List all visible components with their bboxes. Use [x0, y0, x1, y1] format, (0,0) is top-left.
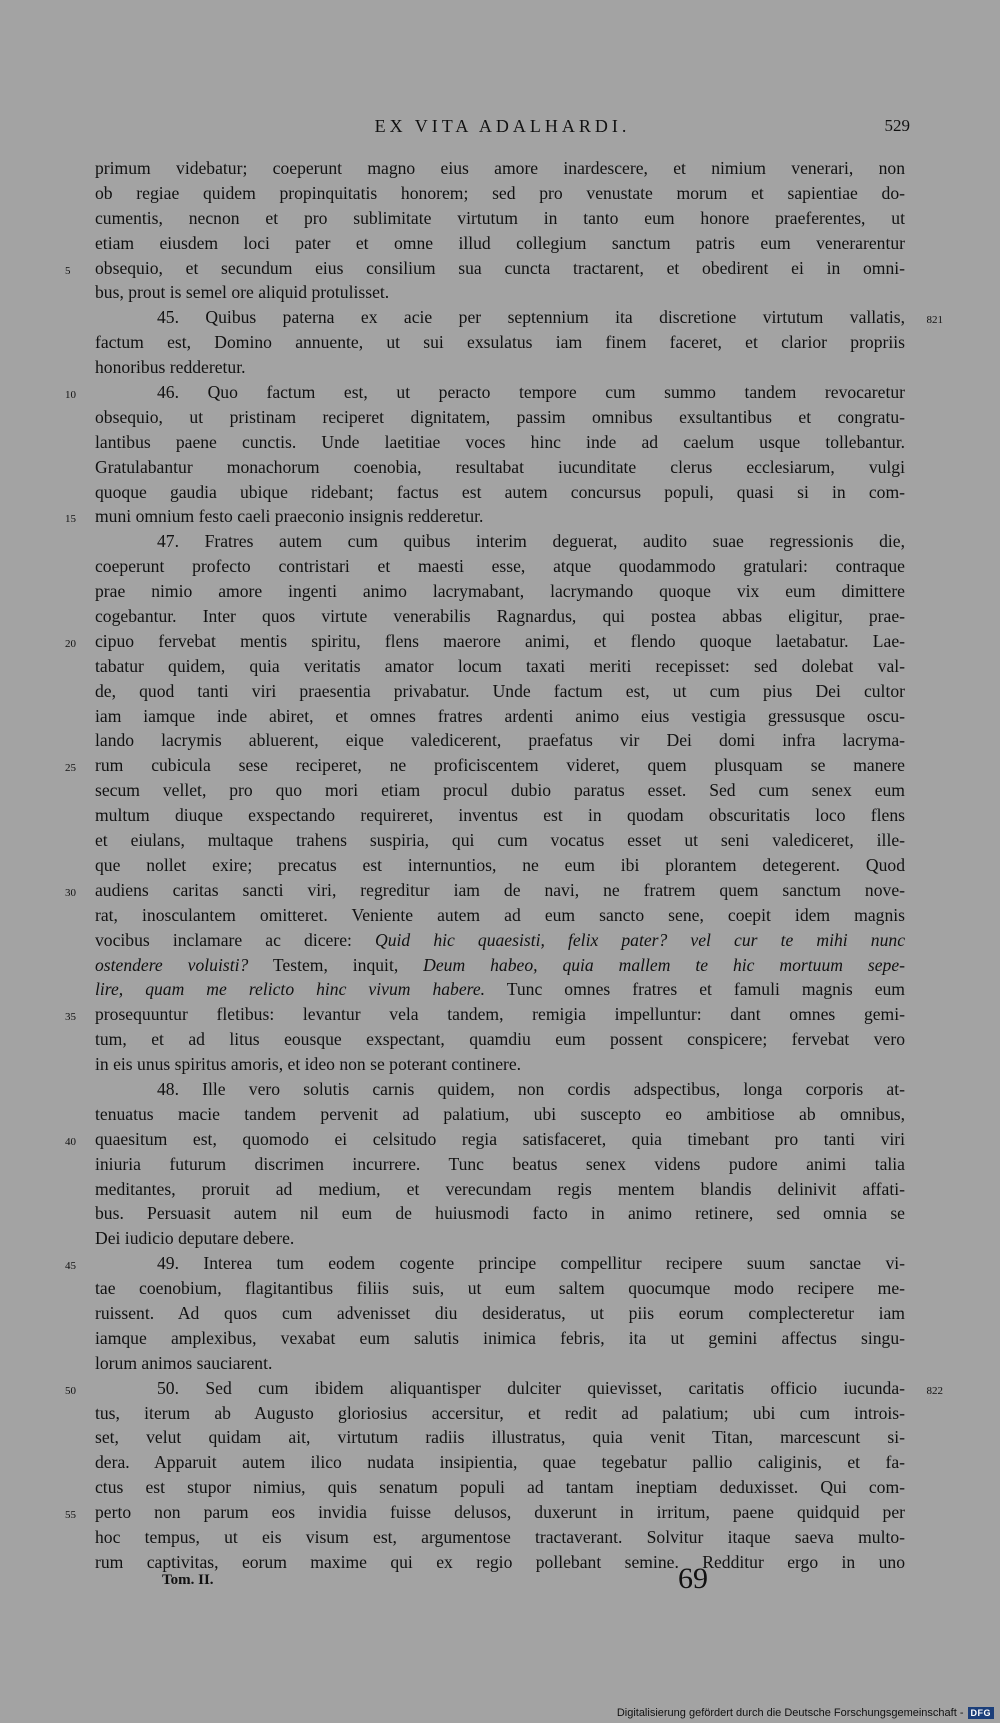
line-text: rum cubicula sese reciperet, ne proficiscentem videret, quem plusquam se manere: [95, 755, 905, 776]
italic-text: lire, quam me relicto hinc vivum habere.: [95, 979, 486, 1000]
credit-text: Digitalisierung gefördert durch die Deutsche Forschungsgemeinschaft -: [616, 1707, 964, 1719]
line-text: obsequio, et secundum eius consilium sua cuncta tractarent, et obedirent ei in omni-: [95, 257, 905, 278]
text-line: [65, 1251, 905, 1276]
text-line: [95, 355, 905, 380]
line-text: cogebantur. Inter quos virtute venerabilis Ragnardus, qui postea abbas eligitur, prae-: [95, 606, 905, 627]
text-line: [95, 1102, 905, 1127]
line-text: quoque gaudia ubique ridebant; factus est autem concursus populi, quasi si in com-: [95, 481, 905, 502]
line-text: meditantes, proruit ad medium, et verecundam regis mentem blandis delinivit affati-: [95, 1178, 905, 1199]
text-line: [95, 1027, 905, 1052]
text-line: [95, 903, 905, 928]
running-header: [95, 116, 910, 142]
text-line: [95, 953, 905, 978]
line-text: audiens caritas sancti viri, regreditur iam de navi, ne fratrem quem sanctum nove-: [95, 879, 905, 900]
line-text: 45. Quibus paterna ex acie per septennium ita discretione virtutum vallatis,: [157, 307, 905, 328]
line-text: cipuo fervebat mentis spiritu, flens maerore animi, et flendo quoque laetabatur. Lae-: [95, 630, 905, 651]
text-line: [95, 928, 905, 953]
text-line: [95, 405, 905, 430]
line-text: bus, prout is semel ore aliquid protulisset.: [95, 282, 390, 303]
text-line: [65, 1376, 943, 1401]
text-line: [95, 305, 943, 330]
line-text: quaesitum est, quomodo ei celsitudo regia satisfaceret, quia timebant pro tanti viri: [95, 1128, 905, 1149]
italic-text: ostendere voluisti?: [95, 954, 249, 975]
line-number: 40: [65, 1135, 76, 1148]
line-text: tum, et ad litus eousque exspectant, quamdiu eum possent conspicere; fervebat vero: [95, 1029, 905, 1050]
page-number: 529: [884, 116, 910, 135]
signature-mark: 69: [678, 1562, 708, 1595]
text-line: [95, 156, 905, 181]
text-line: [95, 1425, 905, 1450]
text-line: [95, 728, 905, 753]
line-text: factum est, Domino annuente, ut sui exsulatus iam finem faceret, et clarior propriis: [95, 332, 905, 353]
line-number: 50: [65, 1384, 76, 1397]
line-text: muni omnium festo caeli praeconio insignis redderetur.: [95, 506, 484, 527]
line-text: 49. Interea tum eodem cogente principe compellitur recipere suum sanctae vi-: [157, 1253, 905, 1274]
line-text: tenuatus macie tandem pervenit ad palatium, ubi suscepto eo ambitiose ab omnibus,: [95, 1103, 905, 1124]
line-text: bus. Persuasit autem nil eum de huiusmodi facto in animo retinere, sed omnia se: [95, 1203, 905, 1224]
text-line: [95, 1052, 905, 1077]
line-text: 50. Sed cum ibidem aliquantisper dulciter quievisset, caritatis officio iucunda-: [157, 1377, 905, 1398]
line-text: lorum animos sauciarent.: [95, 1352, 273, 1373]
line-text: tae coenobium, flagitantibus filiis suis, ut eum saltem quocumque modo recipere me-: [95, 1278, 905, 1299]
text-line: [95, 554, 905, 579]
text-line: [95, 455, 905, 480]
text-line: [95, 828, 905, 853]
line-text: iniuria futurum discrimen incurrere. Tunc beatus senex videns pudore animi talia: [95, 1153, 905, 1174]
text-line: [95, 679, 905, 704]
margin-note: 821: [926, 314, 943, 327]
line-text: ctus est stupor nimius, quis senatum populi ad tantam ineptiam deduxisset. Qui com-: [95, 1477, 905, 1498]
text-line: [95, 480, 905, 505]
text-line: [65, 629, 905, 654]
text-line: [95, 1326, 905, 1351]
line-text: tabatur quidem, quia veritatis amator locum taxati meriti recepisset: sed dolebat val-: [95, 655, 905, 676]
text-line: [95, 1077, 905, 1102]
line-number: 25: [65, 762, 76, 775]
text-line: [95, 231, 905, 256]
line-text: 48. Ille vero solutis carnis quidem, non cordis adspectibus, longa corporis at-: [157, 1078, 905, 1099]
running-title: EX VITA ADALHARDI.: [374, 116, 631, 136]
line-text: rat, inosculantem omitteret. Veniente autem ad eum sancto sene, coepit idem magnis: [95, 904, 905, 925]
text-line: [95, 1450, 905, 1475]
margin-note: 822: [926, 1384, 943, 1397]
text-line: [95, 853, 905, 878]
line-text: Tunc omnes fratres et famuli magnis eum: [485, 979, 905, 1000]
text-line: [95, 1475, 905, 1500]
text-line: [95, 1401, 905, 1426]
text-line: [95, 604, 905, 629]
line-text: etiam eiusdem loci pater et omne illud collegium sanctum patris eum venerarentur: [95, 232, 905, 253]
text-line: [95, 1525, 905, 1550]
text-line: [95, 1226, 905, 1251]
line-number: 10: [65, 389, 76, 402]
text-line: [95, 330, 905, 355]
text-line: [95, 206, 905, 231]
text-line: [65, 1500, 905, 1525]
line-text: primum videbatur; coeperunt magno eius amore inardescere, et nimium venerari, non: [95, 158, 905, 178]
text-line: [95, 1301, 905, 1326]
line-number: 20: [65, 637, 76, 650]
line-text: honoribus redderetur.: [95, 357, 246, 378]
line-text: 46. Quo factum est, ut peracto tempore cum summo tandem revocaretur: [157, 382, 905, 403]
italic-text: Deum habeo, quia mallem te hic mortuum sepe-: [423, 954, 906, 975]
line-text: coeperunt profecto contristari et maesti esse, atque quodammodo gratulari: contraque: [95, 556, 905, 577]
volume-label: Tom. II.: [162, 1572, 214, 1588]
line-text: set, velut quidam ait, virtutum radiis illustratus, quia venit Titan, marcescunt si-: [95, 1427, 905, 1448]
line-number: 30: [65, 886, 76, 899]
text-line: [95, 778, 905, 803]
line-text: ob regiae quidem propinquitatis honorem; sed pro venustate morum et sapientiae do-: [95, 182, 905, 203]
line-text: rum captivitas, eorum maxime qui ex regio pollebant semine. Redditur ergo in uno: [95, 1551, 905, 1572]
text-line: [65, 504, 905, 529]
line-number: 5: [65, 264, 71, 277]
line-number: 35: [65, 1011, 76, 1024]
line-text: lantibus paene cunctis. Unde laetitiae voces hinc inde ad caelum usque tollebantur.: [95, 431, 905, 452]
roman-text: inquit,: [352, 954, 424, 975]
body-text: [65, 156, 943, 1575]
line-text: prosequuntur fletibus: levantur vela tandem, remigia impelluntur: dant omnes gemi-: [95, 1004, 905, 1025]
text-line: [95, 803, 905, 828]
line-text: que nollet exire; precatus est internuntios, ne eum ibi plorantem detegerent. Quod: [95, 854, 905, 875]
line-number: 45: [65, 1260, 76, 1273]
text-line: [65, 1127, 905, 1152]
text-line: [95, 1152, 905, 1177]
line-text: dera. Apparuit autem ilico nudata insipientia, quae tegebatur pallio caliginis, et fa-: [95, 1452, 905, 1473]
text-line: [95, 654, 905, 679]
line-text: 47. Fratres autem cum quibus interim deguerat, audito suae regressionis die,: [157, 531, 905, 552]
text-line: [95, 1550, 905, 1575]
line-text: prae nimio amore ingenti animo lacrymabant, lacrymando quoque vix eum dimittere: [95, 581, 905, 602]
text-line: [95, 704, 905, 729]
roman-text: Testem,: [248, 954, 353, 975]
text-line: [65, 1002, 905, 1027]
text-line: [95, 529, 905, 554]
line-text: iam iamque inde abiret, et omnes fratres ardenti animo eius vestigia gressusque oscu-: [95, 705, 905, 726]
dfg-logo: DFG: [968, 1707, 995, 1719]
text-line: [95, 977, 905, 1002]
text-line: [65, 753, 905, 778]
line-text: et eiulans, multaque trahens suspiria, qui cum vocatus esset ut seni valediceret, ille-: [95, 830, 905, 851]
line-text: ruissent. Ad quos cum advenisset diu desideratus, ut piis eorum complecteretur iam: [95, 1302, 905, 1323]
line-text: vocibus inclamare ac dicere:: [95, 929, 376, 950]
text-line: [95, 181, 905, 206]
text-line: [65, 256, 905, 281]
text-line: [95, 1351, 905, 1376]
digitization-credit: [617, 1707, 994, 1719]
line-text: lando lacrymis abluerent, eique valedicerent, praefatus vir Dei domi infra lacryma-: [95, 730, 905, 751]
line-text: obsequio, ut pristinam reciperet dignitatem, passim omnibus exsultantibus et congratu-: [95, 406, 905, 427]
line-text: secum vellet, pro quo mori etiam procul dubio paratus esset. Sed cum senex eum: [95, 780, 905, 801]
text-line: [65, 380, 905, 405]
text-line: [95, 430, 905, 455]
line-text: iamque amplexibus, vexabat eum salutis inimica febris, ita ut gemini affectus singu-: [95, 1327, 905, 1348]
text-line: [95, 280, 905, 305]
text-line: [65, 878, 905, 903]
line-text: cumentis, necnon et pro sublimitate virtutum in tanto eum honore praeferentes, ut: [95, 207, 905, 228]
text-line: [95, 1177, 905, 1202]
line-text: Gratulabantur monachorum coenobia, resultabat iucunditate clerus ecclesiarum, vulgi: [95, 456, 905, 477]
line-text: multum diuque exspectando requireret, inventus est in quodam obscuritatis loco flens: [95, 805, 905, 826]
line-text: hoc tempus, ut eis visum est, argumentose tractaverant. Solvitur itaque saeva multo-: [95, 1526, 905, 1547]
line-number: 55: [65, 1509, 76, 1522]
line-text: in eis unus spiritus amoris, et ideo non se poterant continere.: [95, 1054, 522, 1075]
line-text: Dei iudicio deputare debere.: [95, 1228, 295, 1249]
text-line: [95, 1276, 905, 1301]
line-text: perto non parum eos invidia fuisse delusos, duxerunt in irritum, paene quidquid per: [95, 1502, 905, 1523]
line-text: de, quod tanti viri praesentia privabatur. Unde factum est, ut cum pius Dei cultor: [95, 680, 905, 701]
italic-text: Quid hic quaesisti, felix pater? vel cur te mihi nunc: [375, 929, 906, 950]
text-line: [95, 1201, 905, 1226]
line-number: 15: [65, 513, 76, 526]
line-text: tus, iterum ab Augusto gloriosius accersitur, et redit ad palatium; ubi cum introis-: [95, 1402, 905, 1423]
text-line: [95, 579, 905, 604]
